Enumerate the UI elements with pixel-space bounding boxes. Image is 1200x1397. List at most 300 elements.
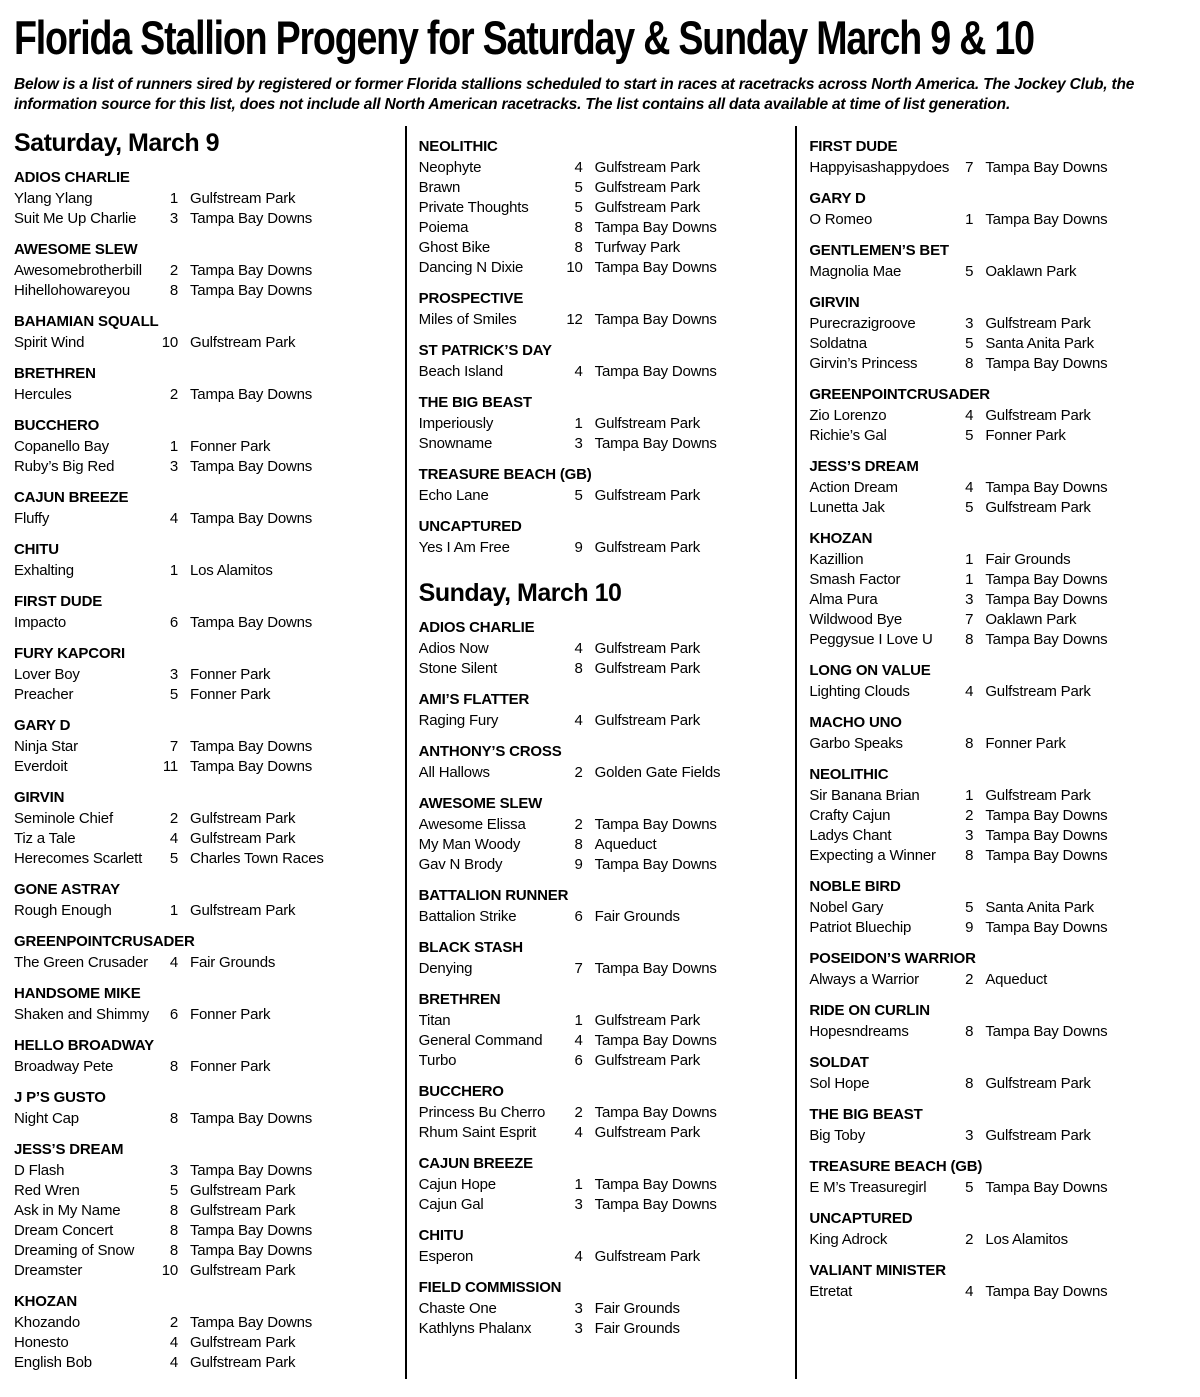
runner-name: Seminole Chief [14, 810, 113, 828]
track-name: Gulfstream Park [594, 158, 701, 176]
race-number: 3 [965, 1126, 974, 1144]
stallion-name: CHITU [418, 1227, 464, 1245]
runner-row [809, 1282, 1174, 1302]
stallion-section [809, 949, 1174, 990]
race-number: 4 [574, 362, 583, 380]
runner-name: Awesome Elissa [418, 816, 526, 834]
stallion-section [14, 1140, 393, 1281]
runner-name: Lighting Clouds [809, 682, 910, 700]
runner-name: Esperon [418, 1248, 474, 1266]
page-title: Florida Stallion Progeny for Saturday & Sunday March 9 & 10 [14, 11, 1034, 64]
stallion-name: AWESOME SLEW [14, 241, 138, 259]
runner-row [419, 362, 784, 382]
runner-row [419, 178, 784, 198]
race-number: 3 [169, 210, 178, 228]
race-number: 1 [169, 902, 178, 920]
stallion-section [419, 886, 784, 927]
runner-name: Honesto [14, 1334, 69, 1352]
race-number: 5 [965, 498, 974, 516]
stallion-name: GREENPOINTCRUSADER [14, 933, 195, 951]
runner-row [419, 538, 784, 558]
runner-row [809, 918, 1174, 938]
stallion-name: AWESOME SLEW [418, 795, 543, 813]
race-number: 4 [169, 1334, 178, 1352]
track-name: Tampa Bay Downs [985, 570, 1108, 588]
track-name: Gulfstream Park [985, 786, 1091, 804]
race-number: 4 [169, 830, 178, 848]
track-name: Tampa Bay Downs [190, 1314, 313, 1332]
track-name: Gulfstream Park [594, 1052, 701, 1070]
stallion-section [809, 765, 1174, 866]
runner-row [419, 258, 784, 278]
runner-name: Broadway Pete [14, 1058, 114, 1076]
track-name: Gulfstream Park [190, 902, 296, 920]
stallion-section [419, 1154, 784, 1215]
runner-row [809, 478, 1174, 498]
track-name: Tampa Bay Downs [190, 210, 313, 228]
race-number: 3 [169, 1162, 178, 1180]
race-number: 4 [965, 682, 974, 700]
race-number: 3 [574, 1196, 583, 1214]
runner-row [14, 829, 393, 849]
runner-name: Happyisashappydoes [809, 158, 950, 176]
runner-name: Always a Warrior [809, 970, 919, 988]
stallion-name: BAHAMIAN SQUALL [14, 313, 159, 331]
race-number: 5 [574, 198, 583, 216]
race-number: 5 [574, 486, 583, 504]
stallion-section [14, 644, 393, 705]
runner-name: Red Wren [14, 1182, 80, 1200]
runner-name: Big Toby [809, 1126, 865, 1144]
track-name: Gulfstream Park [594, 1124, 701, 1142]
race-number: 7 [965, 158, 974, 176]
stallion-section [14, 488, 393, 529]
runner-row [809, 826, 1174, 846]
stallion-name: J P’S GUSTO [14, 1089, 106, 1107]
race-number: 8 [574, 836, 583, 854]
runner-row [14, 1333, 393, 1353]
track-name: Gulfstream Park [594, 660, 701, 678]
race-number: 1 [965, 786, 974, 804]
runner-row [419, 218, 784, 238]
runner-row [14, 737, 393, 757]
runner-row [809, 406, 1174, 426]
race-number: 4 [574, 1124, 583, 1142]
runner-name: Awesomebrotherbill [14, 262, 142, 280]
track-name: Tampa Bay Downs [985, 806, 1108, 824]
race-number: 2 [965, 806, 974, 824]
runner-row [419, 1247, 784, 1267]
track-name: Gulfstream Park [594, 414, 701, 432]
track-name: Fonner Park [190, 686, 271, 704]
race-number: 1 [574, 1176, 583, 1194]
runner-row [14, 209, 393, 229]
runner-name: Ninja Star [14, 738, 78, 756]
track-name: Los Alamitos [190, 562, 273, 580]
stallion-section [419, 137, 784, 278]
stallion-section [419, 618, 784, 679]
stallion-name: CAJUN BREEZE [418, 1155, 533, 1173]
runner-name: Brawn [418, 178, 461, 196]
column-3 [795, 126, 1186, 1380]
runner-row [14, 1181, 393, 1201]
race-number: 1 [965, 570, 974, 588]
runner-row [419, 238, 784, 258]
runner-name: Spirit Wind [14, 334, 85, 352]
race-number: 5 [574, 178, 583, 196]
stallion-section [14, 312, 393, 353]
runner-name: Ghost Bike [418, 238, 491, 256]
stallion-section [14, 240, 393, 301]
race-number: 1 [965, 550, 974, 568]
stallion-section [419, 289, 784, 330]
stallion-name: JESS’S DREAM [809, 457, 919, 475]
runner-name: Princess Bu Cherro [418, 1104, 546, 1122]
track-name: Tampa Bay Downs [985, 1178, 1108, 1196]
race-number: 1 [574, 1012, 583, 1030]
runner-name: Crafty Cajun [809, 806, 891, 824]
runner-name: Patriot Bluechip [809, 918, 912, 936]
stallion-section [809, 137, 1174, 178]
runner-name: Preacher [14, 686, 74, 704]
runner-name: Dreamster [14, 1262, 83, 1280]
runner-name: Stone Silent [418, 660, 498, 678]
track-name: Gulfstream Park [190, 1202, 296, 1220]
track-name: Gulfstream Park [594, 538, 701, 556]
runner-name: Fluffy [14, 510, 50, 528]
stallion-name: ANTHONY’S CROSS [418, 743, 562, 761]
runner-row [809, 846, 1174, 866]
track-name: Turfway Park [594, 238, 681, 256]
track-name: Tampa Bay Downs [594, 258, 717, 276]
race-number: 3 [169, 666, 178, 684]
runner-name: Ask in My Name [14, 1202, 121, 1220]
track-name: Tampa Bay Downs [985, 210, 1108, 228]
runner-row [809, 314, 1174, 334]
runner-row [14, 1201, 393, 1221]
track-name: Gulfstream Park [594, 486, 701, 504]
track-name: Tampa Bay Downs [594, 362, 717, 380]
runner-row [809, 898, 1174, 918]
runner-name: Hopesndreams [809, 1022, 909, 1040]
runner-row [419, 1123, 784, 1143]
column-1 [14, 126, 405, 1380]
race-number: 3 [965, 826, 974, 844]
track-name: Tampa Bay Downs [190, 458, 313, 476]
runner-name: Sol Hope [809, 1074, 870, 1092]
runner-row [419, 835, 784, 855]
stallion-name: GARY D [14, 717, 71, 735]
track-name: Tampa Bay Downs [594, 434, 717, 452]
runner-name: Private Thoughts [418, 198, 529, 216]
race-number: 2 [169, 386, 178, 404]
track-name: Gulfstream Park [985, 682, 1091, 700]
track-name: Tampa Bay Downs [190, 282, 313, 300]
runner-name: Denying [418, 960, 473, 978]
race-number: 7 [574, 960, 583, 978]
track-name: Aqueduct [985, 970, 1048, 988]
stallion-section [14, 716, 393, 777]
runner-name: Neophyte [418, 158, 482, 176]
race-number: 8 [965, 846, 974, 864]
runner-name: Adios Now [418, 640, 489, 658]
stallion-name: HELLO BROADWAY [14, 1037, 154, 1055]
runner-row [809, 682, 1174, 702]
runner-row [14, 385, 393, 405]
track-name: Gulfstream Park [190, 810, 296, 828]
race-number: 12 [566, 310, 583, 328]
runner-name: Beach Island [418, 362, 503, 380]
runner-name: Action Dream [809, 478, 898, 496]
stallion-name: GIRVIN [809, 293, 860, 311]
stallion-section [809, 241, 1174, 282]
column-2 [405, 126, 796, 1380]
stallion-section [419, 990, 784, 1071]
runner-name: Shaken and Shimmy [14, 1006, 150, 1024]
track-name: Gulfstream Park [190, 830, 296, 848]
race-number: 2 [574, 816, 583, 834]
stallion-name: BRETHREN [14, 365, 96, 383]
runner-name: O Romeo [809, 210, 873, 228]
runner-row [809, 550, 1174, 570]
stallion-section [809, 457, 1174, 518]
runner-row [14, 1261, 393, 1281]
race-number: 6 [574, 1052, 583, 1070]
race-number: 5 [965, 1178, 974, 1196]
runner-name: Lunetta Jak [809, 498, 885, 516]
race-number: 5 [169, 686, 178, 704]
runner-name: Expecting a Winner [809, 846, 936, 864]
runner-name: Nobel Gary [809, 898, 884, 916]
track-name: Gulfstream Park [594, 640, 701, 658]
runner-row [14, 1005, 393, 1025]
runner-row [809, 498, 1174, 518]
track-name: Gulfstream Park [594, 178, 701, 196]
stallion-section [419, 742, 784, 783]
runner-name: Etretat [809, 1282, 853, 1300]
track-name: Gulfstream Park [594, 1248, 701, 1266]
runner-row [419, 1103, 784, 1123]
race-number: 1 [965, 210, 974, 228]
runner-row [419, 1195, 784, 1215]
race-number: 4 [574, 158, 583, 176]
runner-row [14, 849, 393, 869]
track-name: Tampa Bay Downs [190, 1162, 313, 1180]
stallion-section [809, 713, 1174, 754]
stallion-section [809, 1157, 1174, 1198]
race-number: 5 [169, 850, 178, 868]
race-number: 2 [169, 262, 178, 280]
race-number: 4 [965, 1282, 974, 1300]
runner-row [14, 1057, 393, 1077]
runner-name: King Adrock [809, 1230, 888, 1248]
race-number: 1 [169, 562, 178, 580]
runner-row [14, 561, 393, 581]
track-name: Charles Town Races [190, 850, 324, 868]
race-number: 9 [574, 856, 583, 874]
runner-name: Hihellohowareyou [14, 282, 131, 300]
runner-name: Echo Lane [418, 486, 489, 504]
runner-row [809, 786, 1174, 806]
runner-name: Turbo [418, 1052, 457, 1070]
stallion-name: GARY D [809, 189, 866, 207]
track-name: Gulfstream Park [190, 190, 296, 208]
intro-text: Below is a list of runners sired by registered or former Florida stallions scheduled to start in races at racetracks across North America. The Jockey Club, the information source for this list, does not include all North American racetracks. The list contains all data available at time of list generation. [14, 76, 1135, 114]
track-name: Tampa Bay Downs [594, 310, 717, 328]
runner-row [14, 457, 393, 477]
track-name: Gulfstream Park [594, 1012, 701, 1030]
race-number: 4 [574, 712, 583, 730]
stallion-name: KHOZAN [809, 529, 873, 547]
stallion-section [14, 1036, 393, 1077]
track-name: Tampa Bay Downs [985, 846, 1108, 864]
runner-row [14, 757, 393, 777]
race-number: 8 [169, 282, 178, 300]
runner-row [419, 310, 784, 330]
runner-name: Gav N Brody [418, 856, 503, 874]
runner-row [419, 763, 784, 783]
race-number: 2 [169, 810, 178, 828]
runner-name: Snowname [418, 434, 493, 452]
stallion-name: VALIANT MINISTER [809, 1261, 946, 1279]
stallion-name: PROSPECTIVE [418, 289, 524, 307]
runner-row [809, 1074, 1174, 1094]
race-number: 4 [169, 1354, 178, 1372]
race-number: 4 [169, 510, 178, 528]
stallion-name: TREASURE BEACH (GB) [418, 465, 592, 483]
stallion-section [419, 393, 784, 454]
stallion-section [419, 1082, 784, 1143]
runner-row [14, 613, 393, 633]
stallion-section [809, 661, 1174, 702]
track-name: Gulfstream Park [190, 1334, 296, 1352]
runner-name: E M’s Treasuregirl [809, 1178, 927, 1196]
stallion-name: HANDSOME MIKE [14, 985, 141, 1003]
race-number: 4 [965, 406, 974, 424]
race-number: 2 [965, 1230, 974, 1248]
runner-name: Ylang Ylang [14, 190, 93, 208]
track-name: Oaklawn Park [985, 262, 1077, 280]
progeny-columns [14, 126, 1186, 1380]
stallion-name: BLACK STASH [418, 939, 523, 957]
stallion-section [809, 385, 1174, 446]
stallion-name: GONE ASTRAY [14, 881, 120, 899]
stallion-name: THE BIG BEAST [809, 1105, 923, 1123]
runner-name: Everdoit [14, 758, 68, 776]
stallion-name: ADIOS CHARLIE [14, 169, 130, 187]
track-name: Tampa Bay Downs [985, 478, 1108, 496]
runner-row [419, 959, 784, 979]
track-name: Tampa Bay Downs [985, 354, 1108, 372]
runner-row [419, 1051, 784, 1071]
track-name: Gulfstream Park [190, 1182, 296, 1200]
race-number: 5 [965, 898, 974, 916]
stallion-name: THE BIG BEAST [418, 393, 532, 411]
stallion-name: GREENPOINTCRUSADER [809, 385, 990, 403]
race-number: 7 [965, 610, 974, 628]
runner-name: Zio Lorenzo [809, 406, 887, 424]
runner-row [419, 434, 784, 454]
stallion-section [809, 293, 1174, 374]
runner-row [809, 806, 1174, 826]
stallion-section [419, 465, 784, 506]
runner-row [809, 570, 1174, 590]
track-name: Gulfstream Park [190, 1354, 296, 1372]
runner-row [14, 1353, 393, 1373]
track-name: Gulfstream Park [985, 406, 1091, 424]
stallion-name: FURY KAPCORI [14, 645, 125, 663]
race-number: 8 [965, 734, 974, 752]
race-number: 9 [574, 538, 583, 556]
runner-row [419, 158, 784, 178]
track-name: Tampa Bay Downs [594, 816, 717, 834]
track-name: Fair Grounds [190, 954, 276, 972]
track-name: Tampa Bay Downs [985, 918, 1108, 936]
track-name: Tampa Bay Downs [594, 218, 717, 236]
stallion-name: LONG ON VALUE [809, 661, 931, 679]
runner-name: Lover Boy [14, 666, 80, 684]
runner-name: Alma Pura [809, 590, 878, 608]
runner-row [14, 953, 393, 973]
stallion-name: ADIOS CHARLIE [418, 619, 535, 637]
race-number: 5 [965, 262, 974, 280]
runner-row [419, 1031, 784, 1051]
track-name: Tampa Bay Downs [190, 738, 313, 756]
runner-row [809, 334, 1174, 354]
track-name: Gulfstream Park [190, 334, 296, 352]
runner-row [809, 1178, 1174, 1198]
stallion-section [809, 1053, 1174, 1094]
stallion-section [419, 1226, 784, 1267]
track-name: Tampa Bay Downs [190, 510, 313, 528]
race-number: 2 [965, 970, 974, 988]
stallion-section [419, 690, 784, 731]
runner-name: Ladys Chant [809, 826, 892, 844]
runner-name: Tiz a Tale [14, 830, 76, 848]
track-name: Tampa Bay Downs [594, 1176, 717, 1194]
runner-row [419, 1319, 784, 1339]
runner-row [14, 1221, 393, 1241]
race-number: 8 [169, 1110, 178, 1128]
runner-row [809, 590, 1174, 610]
track-name: Fair Grounds [985, 550, 1071, 568]
stallion-name: JESS’S DREAM [14, 1141, 124, 1159]
runner-name: The Green Crusader [14, 954, 148, 972]
runner-name: My Man Woody [418, 836, 521, 854]
runner-name: Garbo Speaks [809, 734, 903, 752]
stallion-section [14, 416, 393, 477]
runner-row [14, 437, 393, 457]
race-number: 5 [169, 1182, 178, 1200]
race-number: 8 [574, 660, 583, 678]
runner-row [809, 1230, 1174, 1250]
runner-name: Imperiously [418, 414, 494, 432]
stallion-section [419, 1278, 784, 1339]
runner-name: Night Cap [14, 1110, 79, 1128]
stallion-name: GENTLEMEN’S BET [809, 241, 949, 259]
stallion-section [809, 529, 1174, 650]
runner-row [14, 1241, 393, 1261]
stallion-section [14, 1088, 393, 1129]
race-number: 8 [965, 1022, 974, 1040]
stallion-name: GIRVIN [14, 789, 65, 807]
runner-row [14, 189, 393, 209]
runner-name: General Command [418, 1032, 543, 1050]
race-number: 8 [169, 1058, 178, 1076]
stallion-name: AMI’S FLATTER [418, 691, 530, 709]
stallion-section [14, 168, 393, 229]
race-number: 8 [169, 1202, 178, 1220]
